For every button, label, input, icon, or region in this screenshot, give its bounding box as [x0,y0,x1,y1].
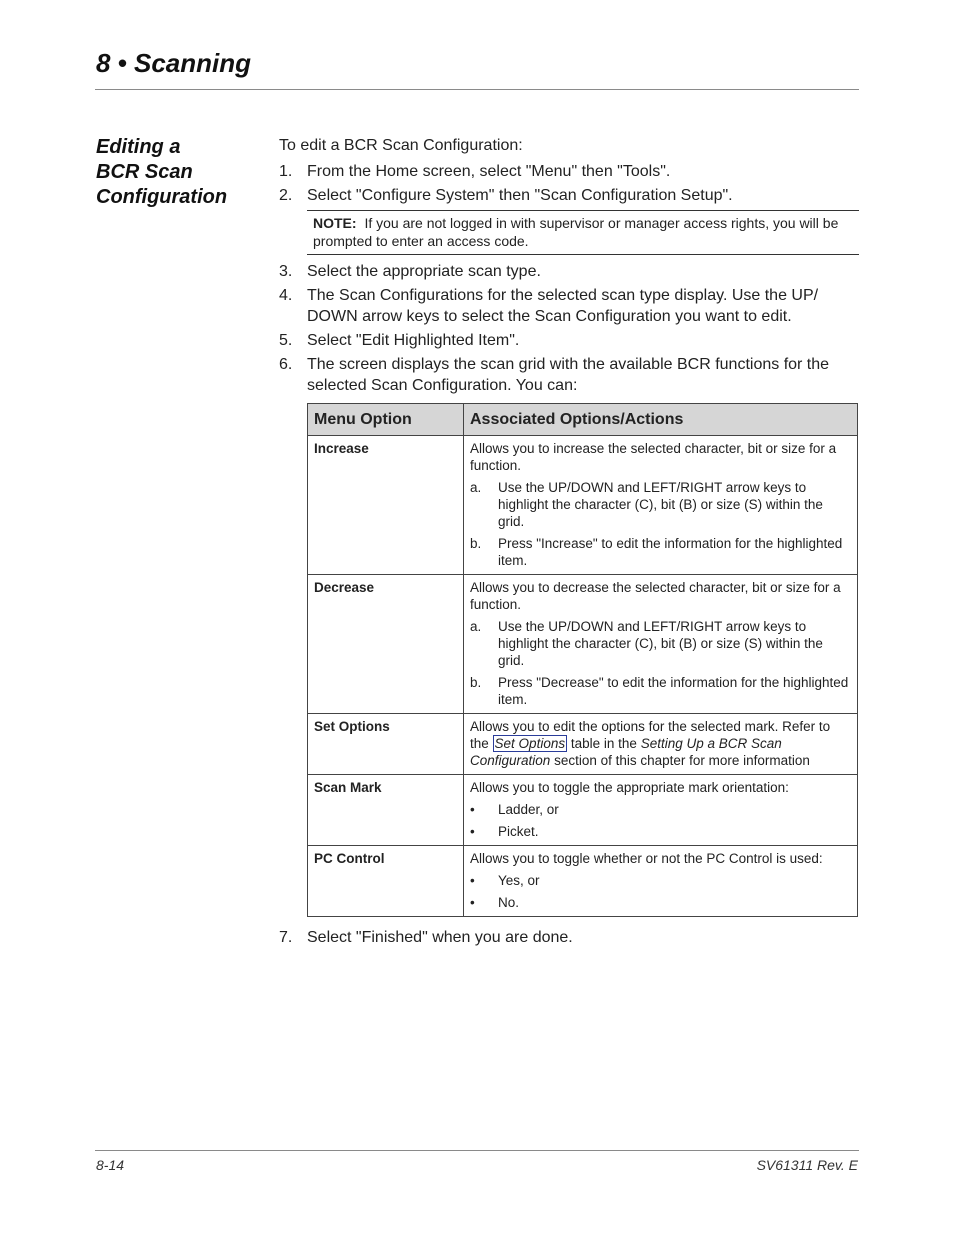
chapter-title: 8 • Scanning [96,48,252,78]
option-description-end: section of this chapter for more information [554,753,810,768]
list-text: Use the UP/DOWN and LEFT/RIGHT arrow keys to highlight the character (C), bit (B) or size (S) within the grid. [498,480,823,529]
option-name: Increase [308,436,464,575]
step-text: The screen displays the scan grid with the available BCR functions for the selected Scan Configuration. You can: [307,356,830,394]
table-row [308,575,858,714]
note-text: If you are not logged in with supervisor or manager access rights, you will be prompted to enter an access code. [313,215,839,249]
list-item [470,894,851,911]
step-text: Select "Configure System" then "Scan Configuration Setup". [307,187,733,204]
bullet-icon: • [470,895,475,910]
step-text: Select the appropriate scan type. [307,263,541,280]
option-actions [464,575,858,714]
list-text: Press "Increase" to edit the information for the highlighted item. [498,536,843,568]
option-description: Allows you to increase the selected character, bit or size for a function. [470,441,837,473]
list-item [470,801,851,818]
list-text: Ladder, or [498,802,559,817]
step-number: 4. [279,287,293,304]
option-name: PC Control [308,846,464,917]
option-description: Allows you to toggle whether or not the PC Control is used: [470,851,823,866]
section-heading-line: Editing a [96,136,181,158]
main-content [279,135,859,951]
list-marker: a. [470,619,482,634]
list-text: No. [498,895,520,910]
section-heading-line: Configuration [96,186,228,208]
table-row [308,714,858,775]
option-name: Decrease [308,575,464,714]
option-actions [464,714,858,775]
bullet-icon: • [470,873,475,888]
step-item [279,161,859,182]
step-text: The Scan Configurations for the selected scan type display. Use the UP/ DOWN arrow keys to select the Scan Configuration you want to edit. [307,287,819,325]
section-reference: Setting Up a BCR Scan Configuration [470,736,782,768]
list-text: Yes, or [498,873,540,888]
list-item [470,674,851,708]
list-item [470,479,851,530]
option-actions [464,846,858,917]
step-item [279,927,859,948]
section-heading-line: BCR Scan [96,161,193,183]
intro-text: To edit a BCR Scan Configuration: [279,137,523,154]
step-text: Select "Edit Highlighted Item". [307,332,520,349]
list-item [470,535,851,569]
list-marker: a. [470,480,482,495]
table-header-cell: Menu Option [308,404,464,436]
list-text: Picket. [498,824,539,839]
menu-options-table [307,403,858,917]
list-text: Press "Decrease" to edit the information for the highlighted item. [498,675,849,707]
section-heading [96,135,266,210]
list-marker: b. [470,675,482,690]
table-row [308,436,858,575]
option-description: Allows you to edit the options for the selected mark. Refer to the [470,719,831,751]
option-actions [464,436,858,575]
step-item [279,330,859,351]
step-number: 3. [279,263,293,280]
step-number: 1. [279,163,293,180]
table-header-row [308,404,858,436]
list-item [470,823,851,840]
step-item [279,261,859,282]
option-description-cont: table in the [570,736,637,751]
header-rule [95,89,859,90]
list-item [470,618,851,669]
document-id: SV61311 Rev. E [756,1157,858,1173]
note-box [307,210,859,255]
table-row [308,846,858,917]
option-actions [464,775,858,846]
bullet-icon: • [470,802,475,817]
step-number: 5. [279,332,293,349]
set-options-link[interactable]: Set Options [494,736,566,751]
list-item [470,872,851,889]
step-item [279,185,859,206]
step-text: Select "Finished" when you are done. [307,929,573,946]
step-text: From the Home screen, select "Menu" then "Tools". [307,163,671,180]
option-name: Set Options [308,714,464,775]
step-item [279,285,859,327]
step-number: 6. [279,356,293,373]
option-name: Scan Mark [308,775,464,846]
page-number: 8-14 [96,1157,125,1173]
bullet-icon: • [470,824,475,839]
step-item [279,354,859,396]
table-row [308,775,858,846]
option-description: Allows you to decrease the selected character, bit or size for a function. [470,580,841,612]
list-marker: b. [470,536,482,551]
table-header-cell: Associated Options/Actions [464,404,858,436]
option-description: Allows you to toggle the appropriate mark orientation: [470,780,789,795]
step-number: 2. [279,187,293,204]
footer-rule [95,1150,859,1151]
list-text: Use the UP/DOWN and LEFT/RIGHT arrow keys to highlight the character (C), bit (B) or size (S) within the grid. [498,619,823,668]
note-label: NOTE: [313,215,357,231]
step-number: 7. [279,929,293,946]
